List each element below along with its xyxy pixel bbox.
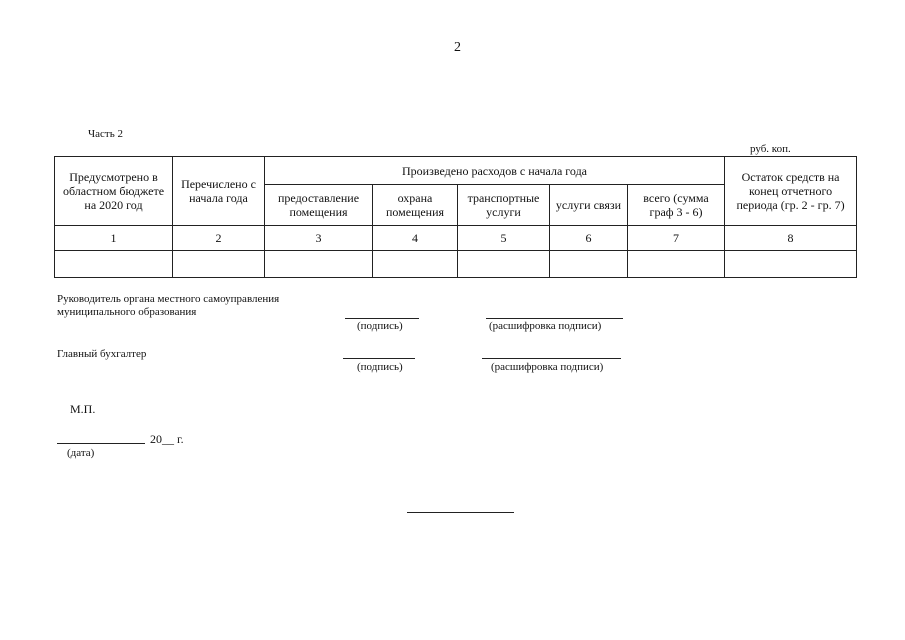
- data-cell[interactable]: [265, 251, 373, 278]
- data-cell[interactable]: [550, 251, 628, 278]
- accountant-decoding-line[interactable]: [482, 358, 621, 359]
- header-transport: транспортные услуги: [458, 185, 550, 226]
- accountant-label: Главный бухгалтер: [57, 348, 147, 360]
- expenses-table: [54, 156, 857, 278]
- page-number: 2: [454, 40, 461, 55]
- part-label: Часть 2: [88, 128, 123, 140]
- column-number-row: [55, 226, 857, 251]
- data-row: [55, 251, 857, 278]
- data-cell[interactable]: [458, 251, 550, 278]
- column-number: 6: [550, 226, 628, 251]
- data-cell[interactable]: [725, 251, 857, 278]
- date-caption: (дата): [67, 447, 95, 459]
- data-cell[interactable]: [55, 251, 173, 278]
- units-label: руб. коп.: [750, 143, 791, 155]
- header-transferred: Перечислено с начала года: [173, 157, 265, 226]
- head-decoding-caption: (расшифровка подписи): [489, 320, 602, 332]
- header-communication: услуги связи: [550, 185, 628, 226]
- header-row-1: [55, 157, 857, 185]
- column-number: 4: [373, 226, 458, 251]
- column-number: 3: [265, 226, 373, 251]
- column-number: 7: [628, 226, 725, 251]
- header-premises: предоставление помещения: [265, 185, 373, 226]
- header-expenses-group: Произведено расходов с начала года: [265, 157, 725, 185]
- accountant-decoding-caption: (расшифровка подписи): [491, 361, 604, 373]
- data-cell[interactable]: [173, 251, 265, 278]
- header-security: охрана помещения: [373, 185, 458, 226]
- date-year: 20__ г.: [150, 432, 184, 446]
- accountant-signature-caption: (подпись): [357, 361, 403, 373]
- data-cell[interactable]: [373, 251, 458, 278]
- head-decoding-line[interactable]: [486, 318, 623, 319]
- data-cell[interactable]: [628, 251, 725, 278]
- column-number: 1: [55, 226, 173, 251]
- accountant-signature-line[interactable]: [343, 358, 415, 359]
- head-signature-line[interactable]: [345, 318, 419, 319]
- column-number: 2: [173, 226, 265, 251]
- stamp-place: М.П.: [70, 402, 96, 416]
- column-number: 5: [458, 226, 550, 251]
- header-total: всего (сумма граф 3 - 6): [628, 185, 725, 226]
- column-number: 8: [725, 226, 857, 251]
- date-line[interactable]: [57, 443, 145, 444]
- header-budget: Предусмотрено в областном бюджете на 2020 год: [55, 157, 173, 226]
- head-signatory-label: Руководитель органа местного самоуправления муниципального образования: [57, 293, 280, 318]
- header-balance: Остаток средств на конец отчетного периода (гр. 2 - гр. 7): [725, 157, 857, 226]
- head-signature-caption: (подпись): [357, 320, 403, 332]
- closing-line: [407, 512, 514, 513]
